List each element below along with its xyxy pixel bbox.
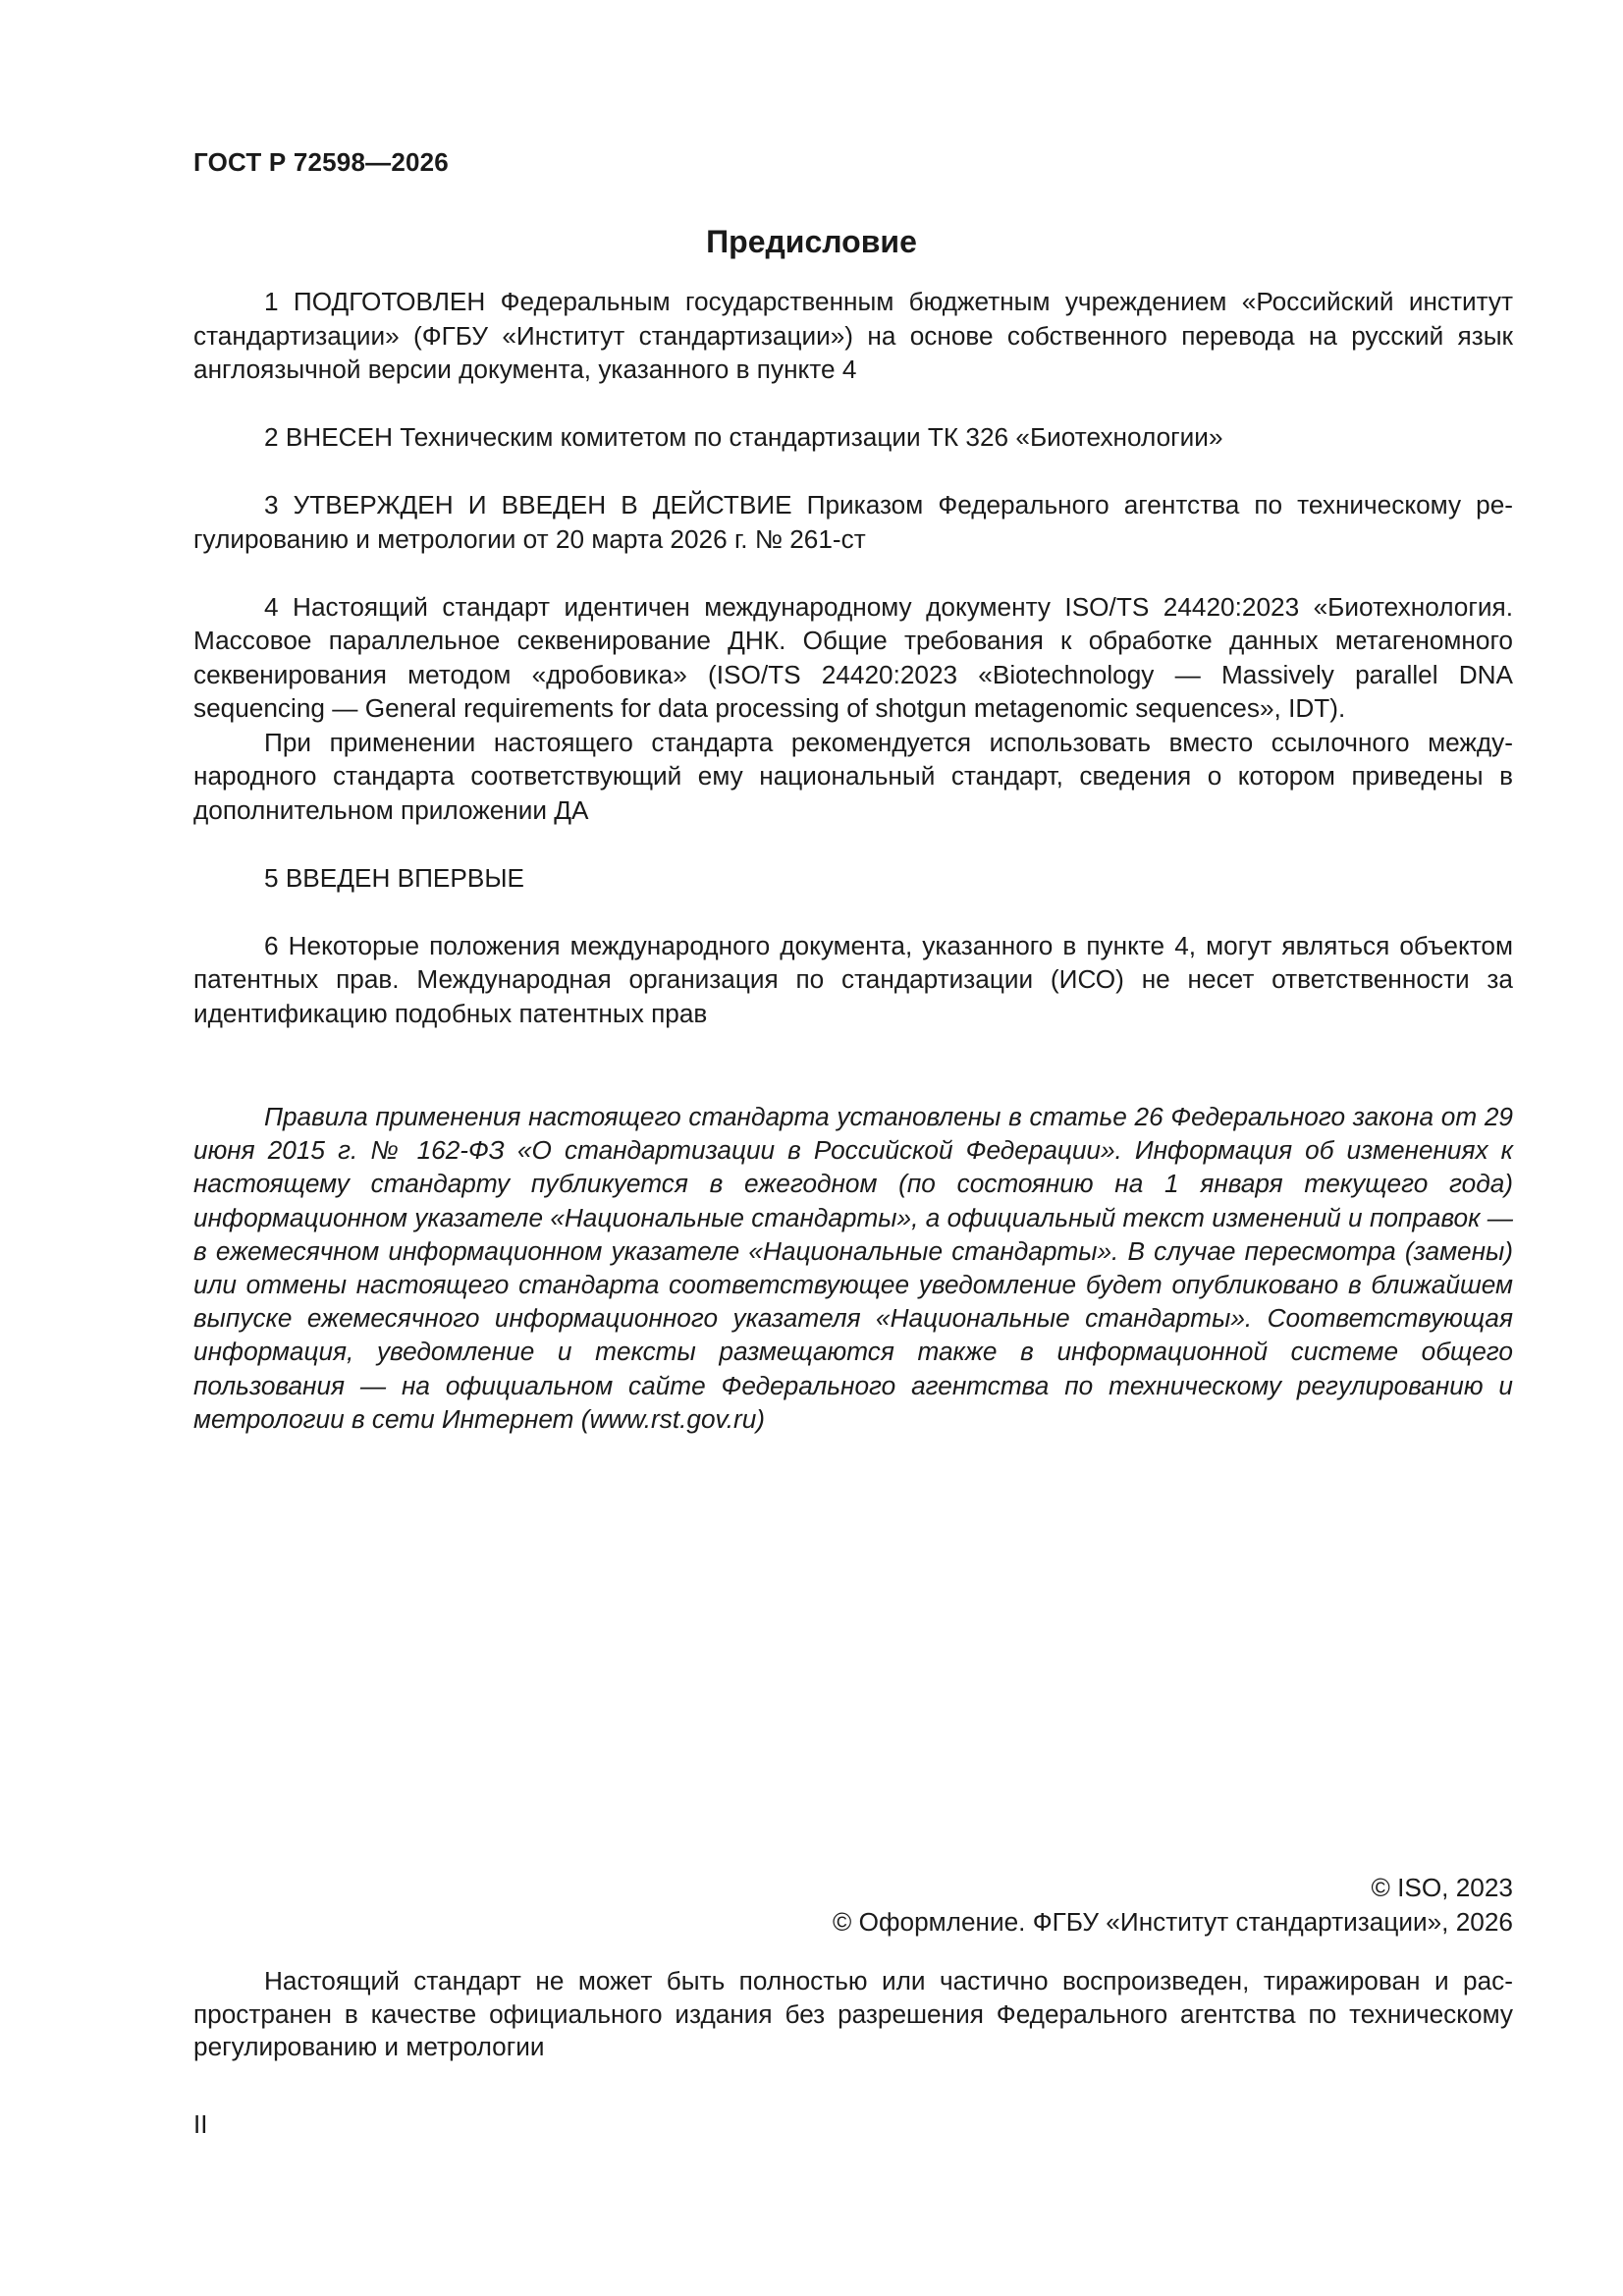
foreword-item-5: 5 ВВЕДЕН ВПЕРВЫЕ [264, 862, 524, 893]
copyright-design: © Оформление. ФГБУ «Институт стандартизации», 2026 [833, 1906, 1513, 1937]
page-number: II [193, 2109, 208, 2139]
foreword-item-1: 1 ПОДГОТОВЛЕН Федеральным государственным бюджетным учреждением «Российский институт стандартизации» (ФГБУ «Институт стандартизации») на основе собственного перевода на русский язык англоязычной версии документа, указанного в пункте 4 [193, 287, 1513, 384]
foreword-item-3: 3 УТВЕРЖДЕН И ВВЕДЕН В ДЕЙСТВИЕ Приказом Федерального агентства по техническому регулированию и метрологии от 20 марта 2026 г. № 261-ст [193, 490, 1513, 554]
reproduction-notice-block [193, 1965, 1513, 2064]
copyright-iso: © ISO, 2023 [1371, 1873, 1513, 1902]
foreword-item-2: 2 ВНЕСЕН Техническим комитетом по стандартизации ТК 326 «Биотехнологии» [264, 422, 1223, 452]
page-title: Предисловие [706, 224, 917, 259]
copyright-block [833, 1871, 1513, 1939]
foreword-item-4: 4 Настоящий стандарт идентичен международному документу ISO/TS 24420:2023 «Биотехнология. Массовое параллельное секвенирование ДНК. Общие требования к обработке данных метагеномного секвенирования методом «дробовика» (ISO/TS 24420:2023 «Biotechnology — Massively parallel DNA sequencing — General requirements for data processing of shotgun metagenomic sequences», IDT). [193, 591, 1513, 723]
foreword-item-4-note: При применении настоящего стандарта рекомендуется использовать вместо ссылочного международного стандарта соответствующий ему национальный стандарт, сведения о котором приведены в дополнительном приложении ДА [193, 727, 1513, 825]
rules-notice: Правила применения настоящего стандарта установлены в статье 26 Федерального закона от 29 июня 2015 г. № 162-ФЗ «О стандартизации в Российской Федерации». Информация об изменениях к настоящему стандарту публикуется в ежегодном (по состоянию на 1 января текущего года) информационном указателе «Национальные стандарты», а официальный текст изменений и поправок — в ежемесячном информационном указателе «Национальные стандарты». В случае пересмотра (замены) или отмены настоящего стандарта соответствующее уведомление будет опубликовано в ближайшем выпуске ежемесячного информационного указателя «Национальные стандарты». Соответствующая информация, уведомление и тексты размещаются также в информационной системе общего пользования — на официальном сайте Федерального агентства по техническому регулированию и метрологии в сети Интернет (www.rst.gov.ru) [193, 1102, 1513, 1434]
document-code: ГОСТ Р 72598—2026 [193, 147, 449, 177]
rules-notice-block [193, 1100, 1513, 1436]
reproduction-notice: Настоящий стандарт не может быть полностью или частично воспроизведен, тиражирован и распространен в качестве официального издания без разрешения Федерального агентства по техническому регулированию и метрологии [193, 1966, 1513, 2061]
foreword-body [193, 285, 1513, 1030]
foreword-item-6: 6 Некоторые положения международного документа, указанного в пункте 4, могут являться объектом патентных прав. Международная организация по стандартизации (ИСО) не несет ответственности за идентификацию подобных патентных прав [193, 930, 1513, 1028]
